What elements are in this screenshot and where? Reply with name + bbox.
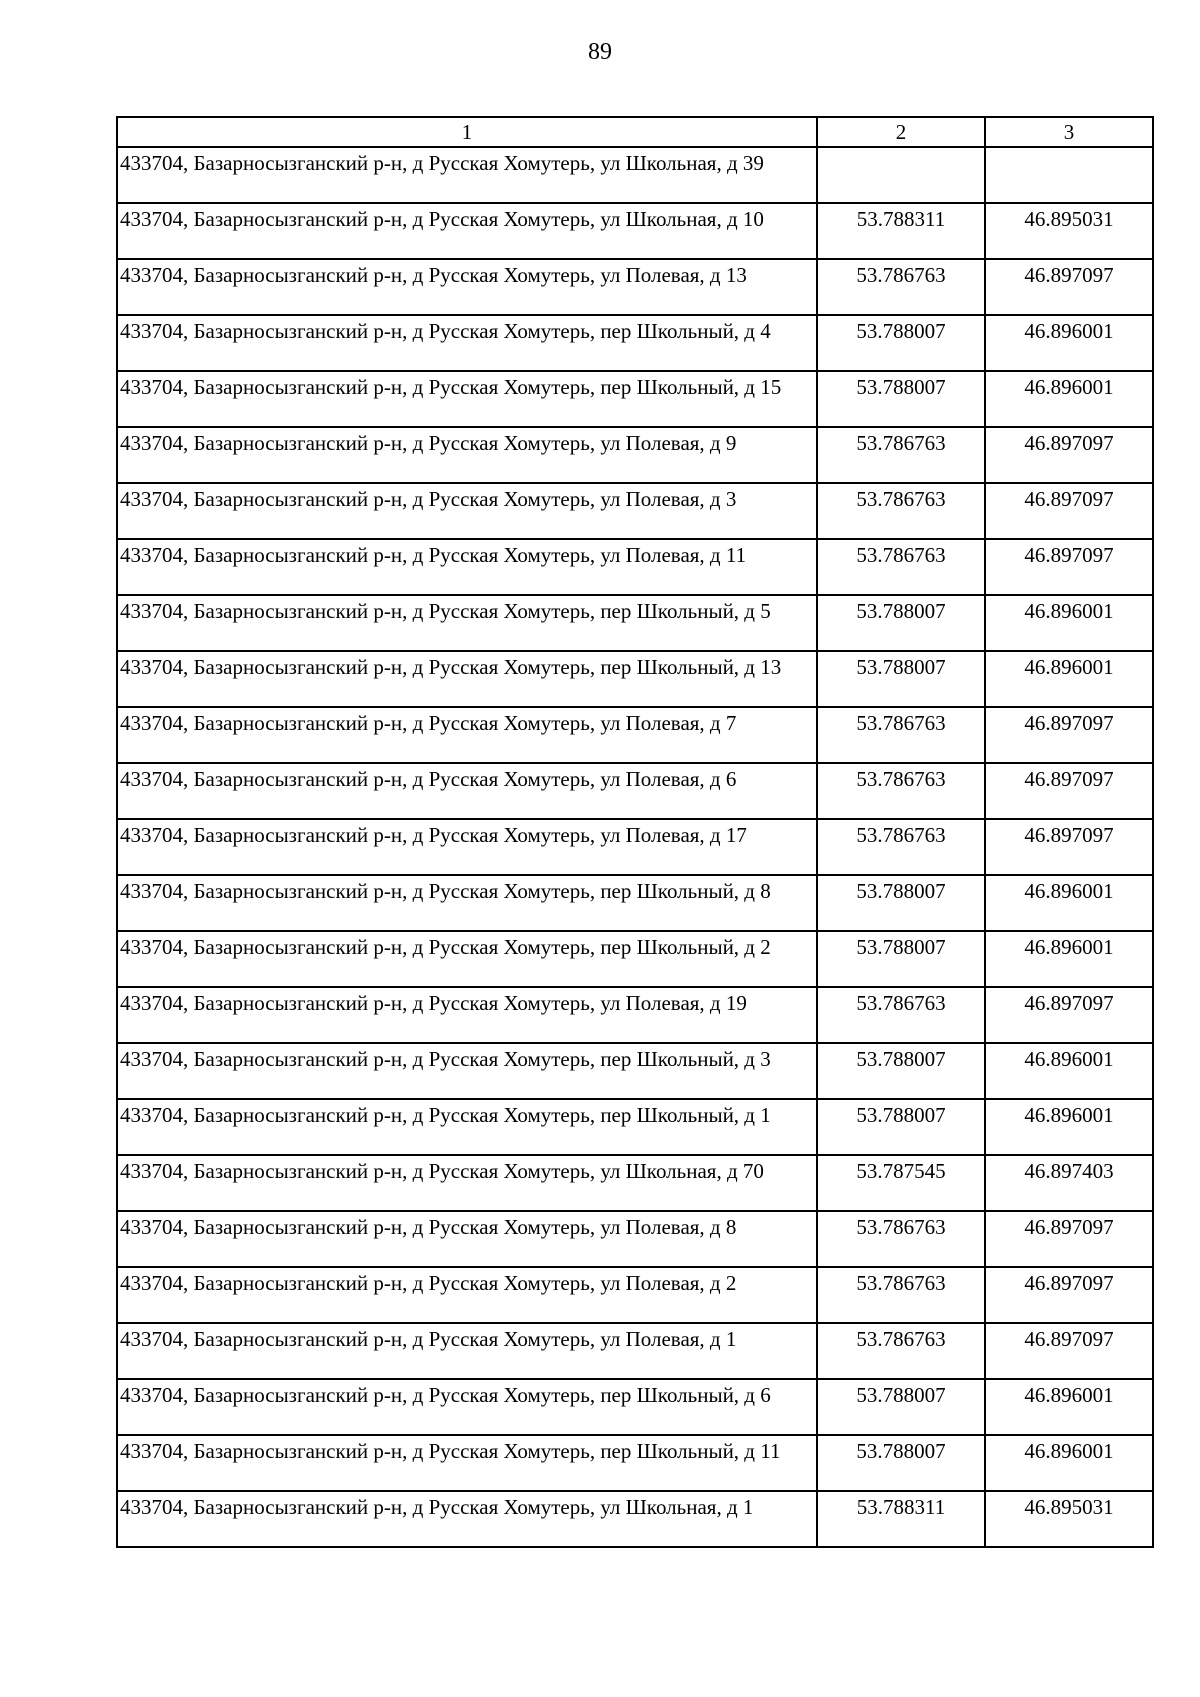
table-row — [117, 1211, 1153, 1267]
address-cell: 433704, Базарносызганский р-н, д Русская Хомутерь, ул Школьная, д 39 — [117, 147, 817, 203]
table-row — [117, 371, 1153, 427]
address-coordinates-table — [116, 116, 1154, 1548]
latitude-cell: 53.788311 — [817, 203, 985, 259]
longitude-cell: 46.897097 — [985, 1211, 1153, 1267]
longitude-cell: 46.895031 — [985, 1491, 1153, 1547]
address-cell: 433704, Базарносызганский р-н, д Русская Хомутерь, ул Полевая, д 17 — [117, 819, 817, 875]
table-row — [117, 1043, 1153, 1099]
table-row — [117, 483, 1153, 539]
table-row — [117, 763, 1153, 819]
address-cell: 433704, Базарносызганский р-н, д Русская Хомутерь, пер Школьный, д 2 — [117, 931, 817, 987]
table-row — [117, 707, 1153, 763]
column-header-latitude: 2 — [817, 117, 985, 147]
longitude-cell: 46.897097 — [985, 1267, 1153, 1323]
table-row — [117, 819, 1153, 875]
longitude-cell: 46.896001 — [985, 315, 1153, 371]
latitude-cell: 53.786763 — [817, 483, 985, 539]
longitude-cell: 46.896001 — [985, 595, 1153, 651]
address-cell: 433704, Базарносызганский р-н, д Русская Хомутерь, пер Школьный, д 15 — [117, 371, 817, 427]
longitude-cell: 46.897097 — [985, 483, 1153, 539]
latitude-cell: 53.786763 — [817, 539, 985, 595]
address-cell: 433704, Базарносызганский р-н, д Русская Хомутерь, пер Школьный, д 8 — [117, 875, 817, 931]
column-header-longitude: 3 — [985, 117, 1153, 147]
latitude-cell: 53.786763 — [817, 819, 985, 875]
page-number: 89 — [588, 39, 612, 65]
longitude-cell: 46.897097 — [985, 987, 1153, 1043]
longitude-cell: 46.895031 — [985, 203, 1153, 259]
longitude-cell: 46.896001 — [985, 371, 1153, 427]
table-header-row — [117, 117, 1153, 147]
latitude-cell: 53.788007 — [817, 1379, 985, 1435]
table-row — [117, 1267, 1153, 1323]
address-cell: 433704, Базарносызганский р-н, д Русская Хомутерь, пер Школьный, д 6 — [117, 1379, 817, 1435]
longitude-cell: 46.896001 — [985, 931, 1153, 987]
address-cell: 433704, Базарносызганский р-н, д Русская Хомутерь, ул Полевая, д 9 — [117, 427, 817, 483]
table-row — [117, 1379, 1153, 1435]
address-cell: 433704, Базарносызганский р-н, д Русская Хомутерь, ул Школьная, д 1 — [117, 1491, 817, 1547]
table-row — [117, 987, 1153, 1043]
latitude-cell: 53.786763 — [817, 987, 985, 1043]
latitude-cell: 53.788007 — [817, 1099, 985, 1155]
longitude-cell: 46.896001 — [985, 1043, 1153, 1099]
table-row — [117, 1323, 1153, 1379]
table-row — [117, 539, 1153, 595]
latitude-cell: 53.786763 — [817, 707, 985, 763]
latitude-cell: 53.788007 — [817, 931, 985, 987]
latitude-cell: 53.786763 — [817, 259, 985, 315]
longitude-cell: 46.897097 — [985, 1323, 1153, 1379]
latitude-cell: 53.786763 — [817, 1267, 985, 1323]
address-cell: 433704, Базарносызганский р-н, д Русская Хомутерь, ул Полевая, д 11 — [117, 539, 817, 595]
address-cell: 433704, Базарносызганский р-н, д Русская Хомутерь, ул Школьная, д 10 — [117, 203, 817, 259]
latitude-cell: 53.786763 — [817, 1323, 985, 1379]
table-row — [117, 427, 1153, 483]
latitude-cell: 53.788007 — [817, 315, 985, 371]
latitude-cell: 53.788007 — [817, 1435, 985, 1491]
table-row — [117, 1435, 1153, 1491]
address-cell: 433704, Базарносызганский р-н, д Русская Хомутерь, ул Полевая, д 8 — [117, 1211, 817, 1267]
column-header-address: 1 — [117, 117, 817, 147]
latitude-cell: 53.788007 — [817, 875, 985, 931]
longitude-cell: 46.897097 — [985, 707, 1153, 763]
table-body — [117, 147, 1153, 1547]
table-row — [117, 875, 1153, 931]
table-row — [117, 259, 1153, 315]
table-row — [117, 1099, 1153, 1155]
latitude-cell: 53.788007 — [817, 371, 985, 427]
longitude-cell: 46.897097 — [985, 259, 1153, 315]
address-cell: 433704, Базарносызганский р-н, д Русская Хомутерь, ул Полевая, д 13 — [117, 259, 817, 315]
table-row — [117, 651, 1153, 707]
table-row — [117, 595, 1153, 651]
address-cell: 433704, Базарносызганский р-н, д Русская Хомутерь, пер Школьный, д 1 — [117, 1099, 817, 1155]
longitude-cell: 46.897097 — [985, 763, 1153, 819]
latitude-cell: 53.787545 — [817, 1155, 985, 1211]
longitude-cell: 46.896001 — [985, 1379, 1153, 1435]
latitude-cell: 53.786763 — [817, 427, 985, 483]
address-cell: 433704, Базарносызганский р-н, д Русская Хомутерь, пер Школьный, д 11 — [117, 1435, 817, 1491]
table-row — [117, 1155, 1153, 1211]
table-row — [117, 1491, 1153, 1547]
table-row — [117, 147, 1153, 203]
address-cell: 433704, Базарносызганский р-н, д Русская Хомутерь, ул Полевая, д 19 — [117, 987, 817, 1043]
address-cell: 433704, Базарносызганский р-н, д Русская Хомутерь, ул Полевая, д 2 — [117, 1267, 817, 1323]
table-row — [117, 203, 1153, 259]
longitude-cell — [985, 147, 1153, 203]
address-cell: 433704, Базарносызганский р-н, д Русская Хомутерь, пер Школьный, д 3 — [117, 1043, 817, 1099]
latitude-cell: 53.788007 — [817, 651, 985, 707]
address-cell: 433704, Базарносызганский р-н, д Русская Хомутерь, ул Полевая, д 7 — [117, 707, 817, 763]
address-cell: 433704, Базарносызганский р-н, д Русская Хомутерь, пер Школьный, д 5 — [117, 595, 817, 651]
latitude-cell: 53.788007 — [817, 595, 985, 651]
longitude-cell: 46.897097 — [985, 539, 1153, 595]
address-cell: 433704, Базарносызганский р-н, д Русская Хомутерь, пер Школьный, д 4 — [117, 315, 817, 371]
longitude-cell: 46.896001 — [985, 1099, 1153, 1155]
address-cell: 433704, Базарносызганский р-н, д Русская Хомутерь, ул Полевая, д 3 — [117, 483, 817, 539]
longitude-cell: 46.897403 — [985, 1155, 1153, 1211]
table-row — [117, 315, 1153, 371]
address-cell: 433704, Базарносызганский р-н, д Русская Хомутерь, ул Школьная, д 70 — [117, 1155, 817, 1211]
latitude-cell — [817, 147, 985, 203]
address-cell: 433704, Базарносызганский р-н, д Русская Хомутерь, ул Полевая, д 1 — [117, 1323, 817, 1379]
longitude-cell: 46.896001 — [985, 875, 1153, 931]
longitude-cell: 46.897097 — [985, 427, 1153, 483]
address-cell: 433704, Базарносызганский р-н, д Русская Хомутерь, ул Полевая, д 6 — [117, 763, 817, 819]
longitude-cell: 46.897097 — [985, 819, 1153, 875]
longitude-cell: 46.896001 — [985, 1435, 1153, 1491]
latitude-cell: 53.788311 — [817, 1491, 985, 1547]
table-row — [117, 931, 1153, 987]
address-cell: 433704, Базарносызганский р-н, д Русская Хомутерь, пер Школьный, д 13 — [117, 651, 817, 707]
latitude-cell: 53.788007 — [817, 1043, 985, 1099]
latitude-cell: 53.786763 — [817, 1211, 985, 1267]
longitude-cell: 46.896001 — [985, 651, 1153, 707]
latitude-cell: 53.786763 — [817, 763, 985, 819]
